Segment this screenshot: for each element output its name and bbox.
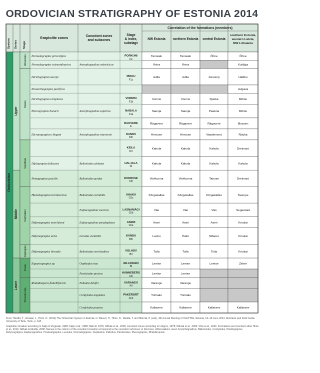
system-label: Ordovician [6, 173, 11, 192]
conodont-zone: Eoplacognathus suecicus [79, 208, 109, 213]
formation-name: Leetse [151, 271, 162, 276]
regional-stage: OANDU [125, 131, 137, 136]
header-western-latvia: western Latvia, [231, 37, 255, 41]
graptolite-zone: Paraorthograptus pacificus [31, 87, 65, 92]
conodont-zone: Cordylodus angulatus [79, 293, 106, 298]
formation-cell [171, 85, 200, 93]
formation-name: Taurupe [237, 192, 249, 197]
header-regional-stage: Stage [126, 33, 136, 37]
formation-name: Paekna [208, 109, 220, 114]
caption-notes: Graptolite zonation according to Kaljo & Vingisaar, 1969; Kaljo et al., 1986; Männil, 1976; Nõlvak et al., 2006; conodont zones according to Löfgren, 1978; Nõlvak et al., 2006; Viira et al., 2001. Formations and members after Hints et al., 2014; Nõlvak & Meidla, 2008. Names in the column of the conodont zonation correspond to the conodont subzones or biozones. Abbreviations used: Amorphognathus, Baltoniodus, Cordylodus, Dicellograptus, Didymograptus, Eoplacognathus, Hustedograptus, Lenodus, Normalograptus, Oepikodus, Paltodus, Paroistodus, Pleurograptus, Rhabdinopora. [6, 324, 259, 335]
stage-label: Floian [23, 264, 27, 272]
header-regional-index: & index, [124, 37, 138, 41]
formation-name: Leetse [180, 261, 191, 266]
graptolite-zone: Dicranograptus clingani [31, 132, 62, 137]
graptolite-zone: Normalograptus extraordinarius [31, 62, 71, 67]
graptolite-zone: Didymograptus hirundo [31, 249, 61, 254]
conodont-zone: Baltoniodus gerdae [79, 176, 103, 181]
graptolite-zone: Diplograptus foliaceus [31, 161, 60, 166]
stage-label: Sandbian [23, 157, 27, 169]
regional-stage: PIRGU [126, 74, 136, 79]
formation-name: Dreimani [236, 146, 250, 151]
header-northern-estonia: northern Estonia [172, 37, 199, 41]
formation-name: Väo [211, 208, 217, 213]
formation-name: Ärina [152, 62, 161, 67]
conodont-zone: Cordylodus proavus [79, 305, 103, 310]
header-nw-lithuania: NW Lithuania [233, 41, 253, 45]
regional-stage: KUKRUSE [124, 175, 138, 180]
formation-cell [142, 85, 171, 93]
formation-name: Fjäcka [209, 96, 219, 101]
stage-label: Dapingian [23, 245, 27, 258]
formation-name: Kahula [209, 146, 219, 151]
regional-stage: LASNAMÄGI [122, 207, 140, 212]
regional-stage-index: AII [129, 284, 133, 288]
conodont-zone: Amorphognathus superbus [79, 109, 111, 114]
figure-caption [6, 317, 259, 335]
formation-name: Saunja [151, 109, 162, 114]
formation-cell [228, 269, 258, 277]
conodont-zone: Amorphognathus tvaerensis [79, 132, 112, 137]
regional-stage-index: DII [129, 149, 133, 153]
conodont-zone: Lenodus variabilis [79, 234, 102, 239]
formation-name: Kahula [180, 161, 191, 166]
formation-name: Toila [182, 249, 189, 254]
conodont-zone: Eoplacognathus pseudoplanus [79, 220, 115, 225]
formation-name: Õhne [210, 54, 218, 59]
header-system: System [6, 38, 11, 49]
formation-name: Sillaoru [208, 234, 220, 239]
regional-stage-index: DI [129, 164, 133, 168]
series-label: Upper [13, 106, 18, 116]
regional-stage: VARANGU [124, 280, 138, 285]
regional-stage-index: AIII [129, 274, 133, 278]
formation-name: Loobu [152, 234, 161, 239]
regional-stage: NABALA [125, 108, 137, 113]
formation-name: Zebre [239, 261, 247, 266]
regional-stage: HUNNEBERG [121, 270, 141, 275]
formation-name: Vormsi [151, 96, 162, 101]
formation-name: Vasalemma [206, 132, 222, 137]
formation-cell [200, 277, 228, 288]
graptolite-zone: Hustedograptus teretiusculus [31, 192, 67, 197]
regional-stage-index: BIII [129, 237, 133, 241]
regional-stage-index: DIII [129, 136, 133, 140]
formation-name: Rägavere [178, 121, 193, 126]
formation-name: Väo [153, 208, 160, 213]
formation-name: Mõntu [238, 96, 248, 101]
formation-name: Kallavere [179, 305, 192, 310]
regional-stage-index: BII [129, 252, 133, 256]
formation-name: Kahula [180, 146, 191, 151]
formation-name: Viivikonna [178, 176, 193, 181]
header-series: Series [13, 39, 18, 49]
regional-stage: RAKVERE [124, 120, 138, 125]
formation-name: Tatruse [209, 176, 219, 181]
formation-name: Segerstad [236, 208, 250, 213]
formation-name: Fjäcka [238, 132, 248, 137]
formation-name: Tamsalu [150, 54, 163, 59]
regional-stage: KUNDA [125, 233, 137, 238]
formation-name: Kallavere [150, 305, 163, 310]
formation-name: Halliku [238, 74, 248, 79]
graptolite-zone: Dicellograptus complexus [31, 96, 63, 101]
regional-stage: ASERI [126, 219, 136, 224]
formation-name: Adila [153, 74, 160, 79]
regional-stage: VOLHOV [125, 248, 137, 253]
formation-cell [228, 277, 258, 288]
header-southern-estonia: southern Estonia, [229, 33, 257, 37]
formation-name: Õhne [239, 54, 247, 59]
regional-stage: PAKERORT [123, 292, 139, 297]
formation-cell [200, 288, 228, 302]
formation-name: Kriukai [238, 234, 248, 239]
formation-name: Tamsalu [179, 54, 192, 59]
formation-name: Toila [153, 249, 160, 254]
formation-cell [200, 85, 228, 93]
formation-name: Hirmuse [179, 132, 192, 137]
formation-name: Kriukai [238, 220, 248, 225]
regional-stage-index: F1b [128, 100, 134, 104]
formation-name: Leetse [209, 261, 219, 266]
formation-name: Hirmuse [150, 132, 163, 137]
header-conodont-zones: Conodont zones [85, 34, 113, 38]
series-label: Lower [13, 280, 18, 291]
caption-source: From: Meidla, T., Ainsaar, L., Hints, O. (2014) The Ordovician System in Estonia. In: Bauert, H., Hints, O., Meidla, T. and Männik, P. (eds). 4th Annual Meeting of IGCP 591, Estonia, 10–19 June 2014. Abstracts and Field Guide. University of Tartu, Tartu, p. 118. [6, 317, 256, 324]
header-stage: Stage [22, 40, 26, 49]
regional-stage-index: CIII [129, 180, 133, 184]
conodont-zone: Paltodus deltifer [79, 280, 99, 285]
formation-name: Leetse [151, 261, 162, 266]
formation-name: Jonstorp [208, 74, 220, 79]
formation-name: Aseri [153, 220, 160, 225]
conodont-zone: Baltoniodus alobatus [79, 161, 105, 166]
formation-cell [200, 60, 228, 68]
header-conodont-subzones: and subzones [87, 38, 111, 42]
formation-name: Aseri [182, 220, 189, 225]
formation-name: Kahula [151, 161, 162, 166]
zone-tint [30, 140, 142, 156]
graptolite-zone: Didymograptus artus [31, 234, 58, 239]
graptolite-zone: Expansograptus sp. [31, 261, 56, 266]
graptolite-zone: Normalograptus persculptus [31, 54, 66, 59]
regional-stage-index: E [130, 125, 132, 129]
header-graptolite-zones: Graptolite zones [39, 36, 69, 40]
formation-name: Kallavere [207, 305, 221, 310]
formation-name: Kõrgekallas [148, 192, 165, 197]
formation-name: Adila [182, 74, 189, 79]
conodont-zone: Paroistodus proteus [79, 271, 103, 276]
regional-stage: VORMSI [125, 96, 137, 101]
stage-label: Katian [23, 100, 27, 108]
formation-name: Rägavere [207, 121, 221, 126]
stage-label: Tremadocian [23, 287, 27, 303]
graptolite-zone: Rhabdinopora flabelliformis [31, 280, 66, 285]
graptolite-zone: Pleurograptus linearis [31, 109, 59, 114]
formation-name: Kuldiga [237, 62, 249, 67]
formation-name: Aseri [210, 220, 218, 225]
regional-stage-index: AIIb [128, 296, 134, 300]
formation-name: Kahula [238, 161, 248, 166]
formation-name: Kahula [209, 161, 219, 166]
formation-name: Kahula [151, 146, 162, 151]
regional-stage-index: CIIc [128, 196, 134, 200]
regional-stage: KEILA [126, 145, 136, 150]
formation-name: Kallavere [236, 305, 250, 310]
formation-name: Mossen [237, 121, 249, 126]
graptolite-zone: Nemagraptus gracilis [31, 176, 58, 181]
regional-stage-index: CIIa [128, 224, 134, 228]
formation-name: Rägavere [149, 121, 164, 126]
formation-name: Väo [182, 208, 189, 213]
formation-name: Mõntu [238, 109, 248, 114]
formation-cell [228, 288, 258, 302]
regional-stage-index: F2 [129, 57, 133, 61]
formation-name: Viivikonna [149, 176, 164, 181]
graptolite-zone: Dicellograptus anceps [31, 74, 59, 79]
formation-name: Kõrgekallas [177, 192, 194, 197]
formation-name: Pakri [182, 234, 189, 239]
formation-name: Varangu [179, 280, 192, 285]
series-label: Middle [13, 209, 18, 220]
regional-stage: HALJALA [124, 160, 138, 165]
formation-name: Türisalu [180, 293, 191, 298]
stage-label: Hirnantian [23, 54, 27, 67]
formation-name: Varangu [150, 280, 163, 285]
formation-name: Türisalu [151, 293, 162, 298]
page-title: ORDOVICIAN STRATIGRAPHY OF ESTONIA 2014 [5, 8, 259, 20]
chart-body [6, 24, 258, 313]
formation-name: Ärina [181, 62, 190, 67]
graptolite-zone: Didymograptus murchisoni [31, 220, 65, 225]
conodont-zone: Baltoniodus variabilis [79, 192, 106, 197]
formation-name: Toila [210, 249, 218, 254]
header-nw-estonia: NW Estonia [147, 37, 166, 41]
formation-name: Leetse [180, 271, 191, 276]
stage-label: Darriwilian [23, 209, 27, 222]
conodont-zone: Oepikodus evae [79, 261, 98, 266]
header-central-estonia: central Estonia [202, 37, 226, 41]
formation-name: Kriukai [238, 249, 248, 254]
regional-stage-index: F1a [128, 112, 134, 116]
conodont-zone: Baltoniodus norrlandicus [79, 249, 110, 254]
formation-name: Saunja [180, 109, 191, 114]
formation-name: Kõrgekallas [206, 192, 222, 197]
formation-name: Dreimani [236, 176, 250, 181]
conodont-zone: Amorphognathus ordovicicus [79, 62, 114, 67]
regional-stage-index: BI [129, 265, 133, 269]
regional-stage: UHAKU [125, 192, 137, 197]
formation-name: Vormsi [180, 96, 191, 101]
regional-stage-index: CIIb [128, 211, 134, 215]
formation-name: Jelgava [237, 87, 249, 92]
regional-stage: PORKUNI [124, 53, 138, 58]
formation-cell [200, 269, 228, 277]
header-correlation-title: Correlation of the formations (members) [167, 26, 233, 30]
regional-stage-index: F1c [128, 78, 134, 82]
regional-stage: BILLINGEN [123, 261, 139, 266]
header-regional-substage: substage [124, 41, 138, 45]
